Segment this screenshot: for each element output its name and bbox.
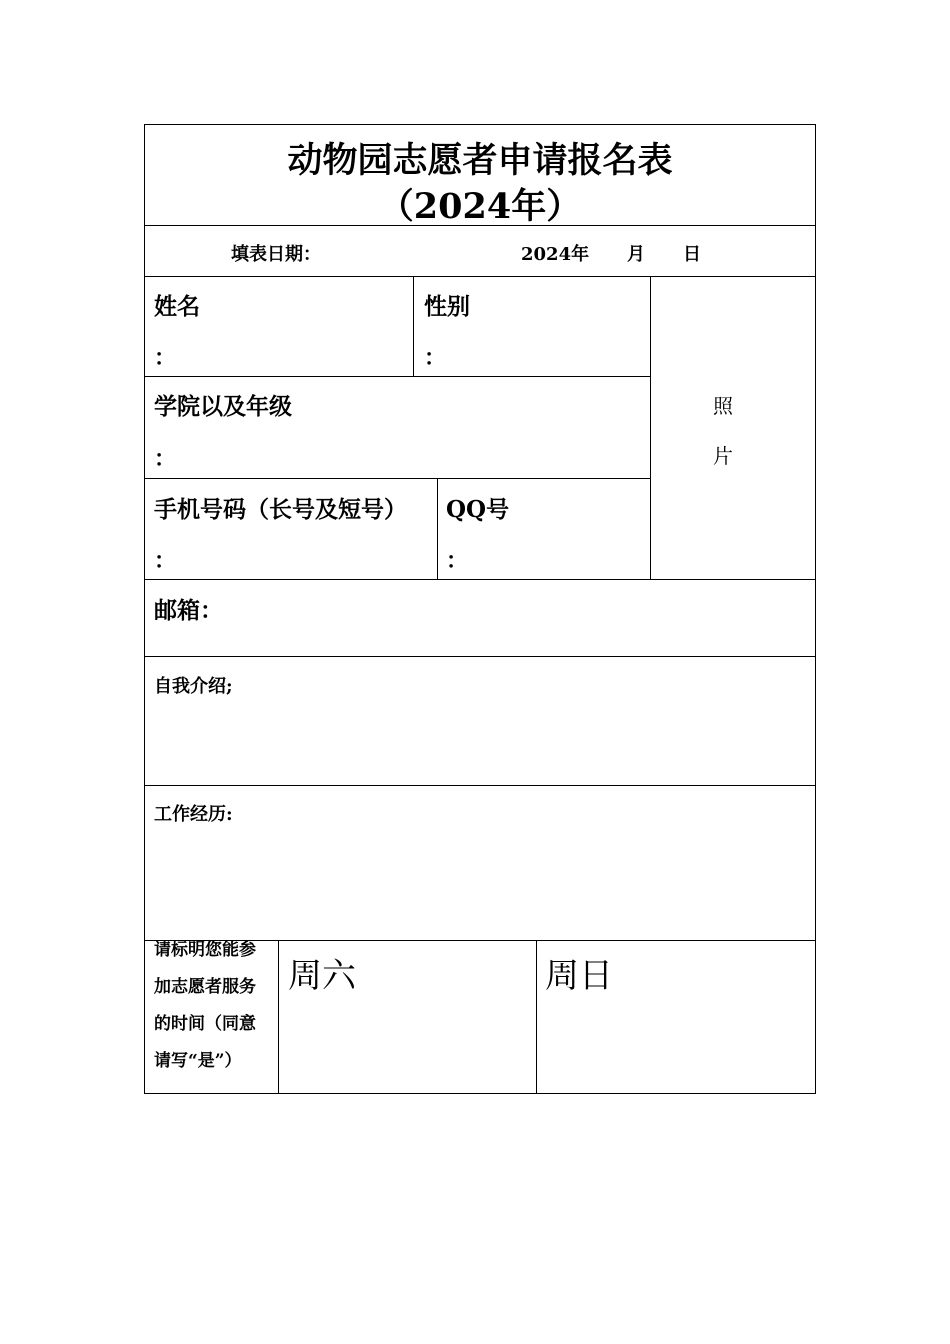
fill-date-day: 日 <box>683 244 701 265</box>
availability-label: 请标明您能参加志愿者服务的时间（同意请写“是”） <box>154 940 256 1071</box>
self-intro-label[interactable]: 自我介绍; <box>154 676 233 697</box>
work-experience-label[interactable]: 工作经历: <box>154 804 233 825</box>
row-divider <box>145 656 815 657</box>
row-divider <box>145 478 650 479</box>
email-label[interactable]: 邮箱： <box>154 597 223 624</box>
college-grade-label: 学院以及年级 <box>154 393 292 420</box>
fill-date-month: 月 <box>627 244 645 265</box>
qq-field[interactable]: ： <box>446 548 469 574</box>
col-divider <box>413 276 414 376</box>
row-divider <box>145 276 815 277</box>
qq-label: QQ号 <box>446 496 510 523</box>
gender-label: 性别 <box>424 293 470 320</box>
photo-placeholder-char2: 片 <box>713 444 733 468</box>
fill-date-label: 填表日期： <box>231 244 321 265</box>
photo-placeholder-char1: 照 <box>713 394 733 418</box>
form-year-subtitle: （2024年） <box>378 186 582 227</box>
phone-label: 手机号码（长号及短号） <box>154 496 407 523</box>
row-divider <box>145 579 815 580</box>
application-form <box>144 124 816 1094</box>
phone-field[interactable]: ： <box>154 548 177 574</box>
name-field[interactable]: ： <box>154 345 177 371</box>
row-divider <box>145 785 815 786</box>
row-divider <box>145 376 650 377</box>
gender-field[interactable]: ： <box>424 345 447 371</box>
col-divider <box>536 940 537 1094</box>
name-label: 姓名 <box>154 293 200 320</box>
college-grade-field[interactable]: ： <box>154 446 177 472</box>
form-title: 动物园志愿者申请报名表 <box>287 140 673 181</box>
saturday-cell[interactable]: 周六 <box>288 956 356 996</box>
sunday-cell[interactable]: 周日 <box>545 956 613 996</box>
col-divider <box>650 276 651 579</box>
col-divider <box>437 478 438 579</box>
col-divider <box>278 940 279 1094</box>
fill-date-year: 2024年 <box>521 244 590 265</box>
